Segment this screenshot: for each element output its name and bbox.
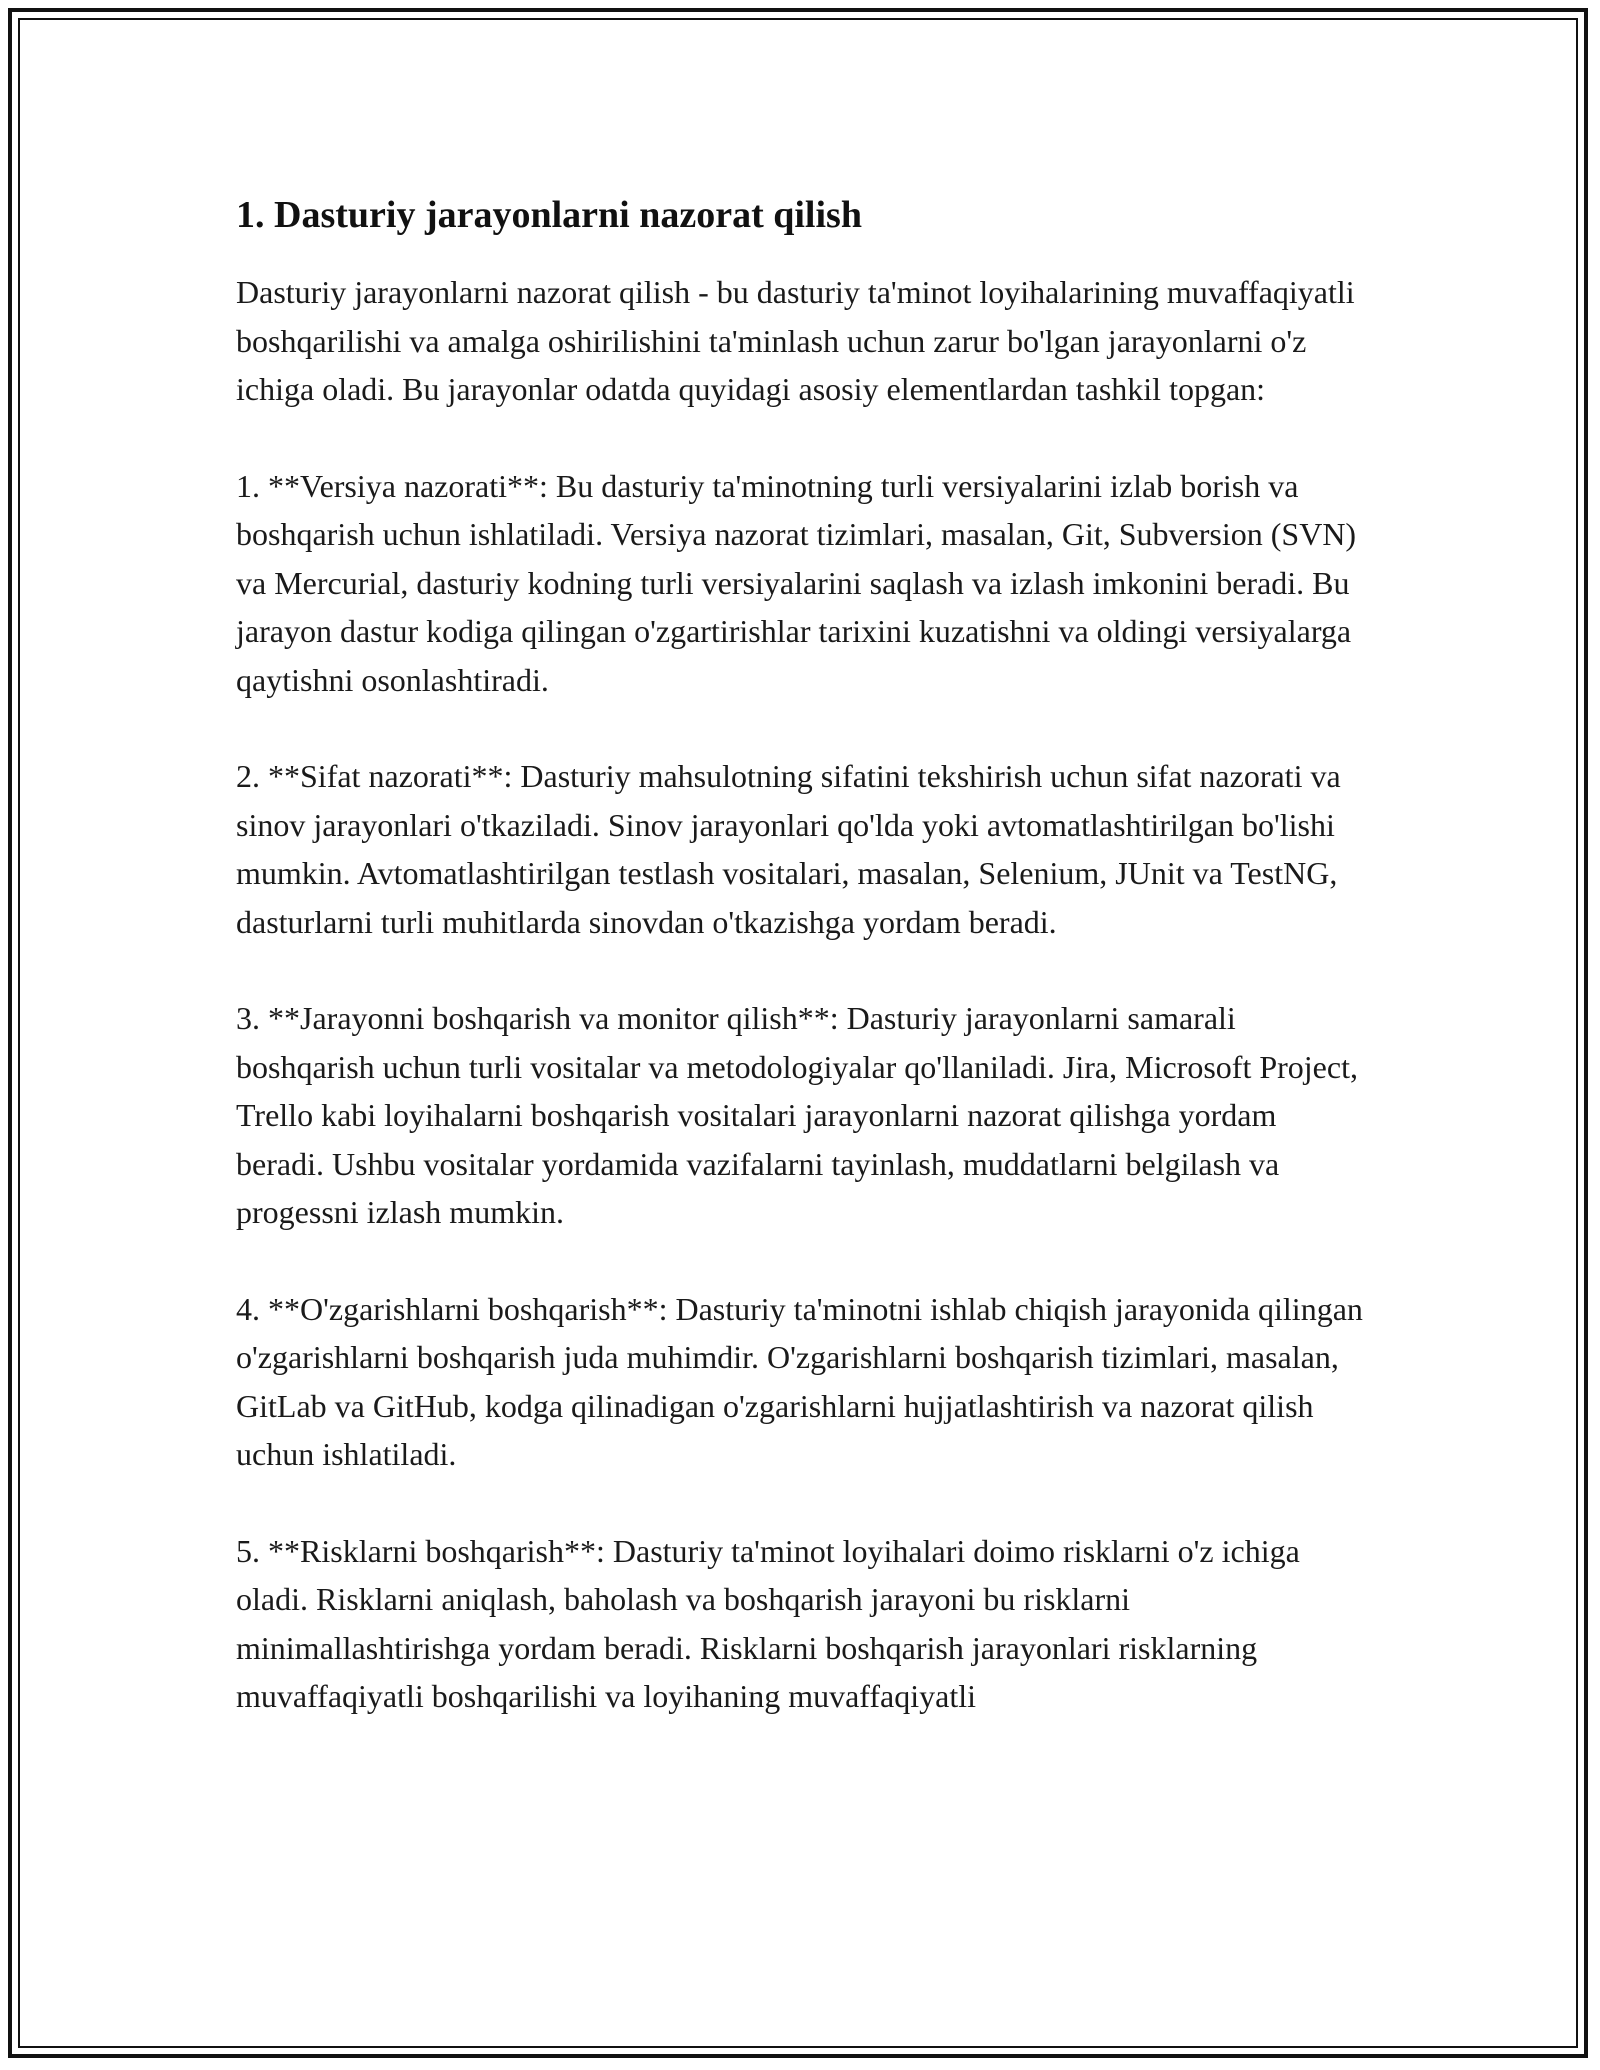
paragraph-intro: Dasturiy jarayonlarni nazorat qilish - bu dasturiy ta'minot loyihalarining muvaffaqiyatli boshqarilishi va amalga oshirilishini ta'minlash uchun zarur bo'lgan jarayonlarni o'z ichiga oladi. Bu jarayonlar odatda quyidagi asosiy elementlardan tashkil topgan:	[236, 274, 1355, 407]
document-title: 1. Dasturiy jarayonlarni nazorat qilish	[236, 194, 862, 236]
document-body	[236, 190, 1366, 1721]
paragraph-risk-management: 5. **Risklarni boshqarish**: Dasturiy ta'minot loyihalari doimo risklarni o'z ichiga oladi. Risklarni aniqlash, baholash va boshqarish jarayoni bu risklarni minimallashtirishga yordam beradi. Risklarni boshqarish jarayonlari risklarning muvaffaqiyatli boshqarilishi va loyihaning muvaffaqiyatli	[236, 1532, 1300, 1714]
paragraph-process-management: 3. **Jarayonni boshqarish va monitor qilish**: Dasturiy jarayonlarni samarali boshqarish uchun turli vositalar va metodologiyalar qo'llaniladi. Jira, Microsoft Project, Trello kabi loyihalarni boshqarish vositalari jarayonlarni nazorat qilishga yordam beradi. Ushbu vositalar yordamida vazifalarni tayinlash, muddatlarni belgilash va progessni izlash mumkin.	[236, 1000, 1358, 1230]
paragraph-version-control: 1. **Versiya nazorati**: Bu dasturiy ta'minotning turli versiyalarini izlab borish va boshqarish uchun ishlatiladi. Versiya nazorat tizimlari, masalan, Git, Subversion (SVN) va Mercurial, dasturiy kodning turli versiyalarini saqlash va izlash imkonini beradi. Bu jarayon dastur kodiga qilingan o'zgartirishlar tarixini kuzatishni va oldingi versiyalarga qaytishni osonlashtiradi.	[236, 467, 1357, 698]
paragraph-quality-control: 2. **Sifat nazorati**: Dasturiy mahsulotning sifatini tekshirish uchun sifat nazorati va sinov jarayonlari o'tkaziladi. Sinov jarayonlari qo'lda yoki avtomatlashtirilgan bo'lishi mumkin. Avtomatlashtirilgan testlash vositalari, masalan, Selenium, JUnit va TestNG, dasturlarni turli muhitlarda sinovdan o'tkazishga yordam beradi.	[236, 758, 1341, 940]
paragraph-change-management: 4. **O'zgarishlarni boshqarish**: Dasturiy ta'minotni ishlab chiqish jarayonida qilingan o'zgarishlarni boshqarish juda muhimdir. O'zgarishlarni boshqarish tizimlari, masalan, GitLab va GitHub, kodga qilinadigan o'zgarishlarni hujjatlashtirish va nazorat qilish uchun ishlatiladi.	[236, 1290, 1363, 1472]
